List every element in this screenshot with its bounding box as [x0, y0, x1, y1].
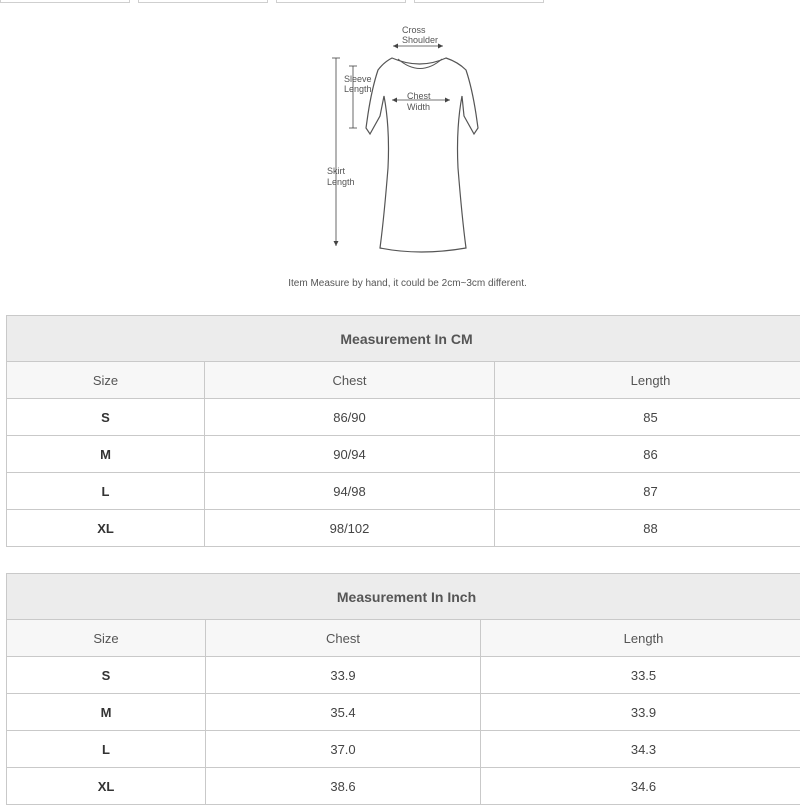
table-title-inch: Measurement In Inch — [7, 574, 800, 620]
table-row — [7, 473, 800, 510]
top-tab-1[interactable] — [0, 0, 130, 3]
header-chest: Chest — [205, 362, 495, 399]
chest-cell: 38.6 — [206, 768, 481, 805]
size-table-cm — [6, 315, 800, 547]
length-cell: 86 — [495, 436, 800, 473]
size-cell: L — [7, 731, 206, 768]
size-cell: XL — [7, 768, 206, 805]
size-table-inch — [6, 573, 800, 805]
dress-measurement-diagram — [280, 18, 520, 273]
label-chest-2: Width — [407, 102, 430, 112]
header-chest: Chest — [206, 620, 481, 657]
length-cell: 34.3 — [481, 731, 800, 768]
table-row — [7, 768, 800, 805]
header-size: Size — [7, 620, 206, 657]
top-tab-4[interactable] — [414, 0, 544, 3]
length-cell: 88 — [495, 510, 800, 547]
table-title-cm: Measurement In CM — [7, 316, 800, 362]
label-skirt-2: Length — [327, 177, 355, 187]
chest-cell: 94/98 — [205, 473, 495, 510]
size-cell: S — [7, 657, 206, 694]
label-cross-shoulder-2: Shoulder — [402, 35, 438, 45]
chest-cell: 98/102 — [205, 510, 495, 547]
label-chest-1: Chest — [407, 91, 431, 101]
chest-cell: 33.9 — [206, 657, 481, 694]
measurement-note: Item Measure by hand, it could be 2cm~3cm different. — [0, 278, 800, 289]
table-row — [7, 399, 800, 436]
chest-cell: 86/90 — [205, 399, 495, 436]
dress-outline — [366, 58, 478, 252]
table-row — [7, 731, 800, 768]
length-cell: 33.9 — [481, 694, 800, 731]
chest-cell: 37.0 — [206, 731, 481, 768]
label-sleeve-2: Length — [344, 84, 372, 94]
chest-cell: 90/94 — [205, 436, 495, 473]
size-cell: M — [7, 436, 205, 473]
label-cross-shoulder-1: Cross — [402, 25, 426, 35]
size-cell: S — [7, 399, 205, 436]
table-row — [7, 694, 800, 731]
label-sleeve-1: Sleeve — [344, 74, 372, 84]
size-cell: M — [7, 694, 206, 731]
top-tab-2[interactable] — [138, 0, 268, 3]
table-row — [7, 436, 800, 473]
header-size: Size — [7, 362, 205, 399]
length-cell: 33.5 — [481, 657, 800, 694]
dress-illustration — [280, 18, 520, 273]
size-cell: L — [7, 473, 205, 510]
label-skirt-1: Skirt — [327, 166, 345, 176]
chest-cell: 35.4 — [206, 694, 481, 731]
length-cell: 87 — [495, 473, 800, 510]
top-tab-strip — [0, 0, 800, 4]
top-tab-3[interactable] — [276, 0, 406, 3]
length-cell: 34.6 — [481, 768, 800, 805]
table-row — [7, 510, 800, 547]
table-row — [7, 657, 800, 694]
header-length: Length — [495, 362, 800, 399]
length-cell: 85 — [495, 399, 800, 436]
header-length: Length — [481, 620, 800, 657]
size-cell: XL — [7, 510, 205, 547]
